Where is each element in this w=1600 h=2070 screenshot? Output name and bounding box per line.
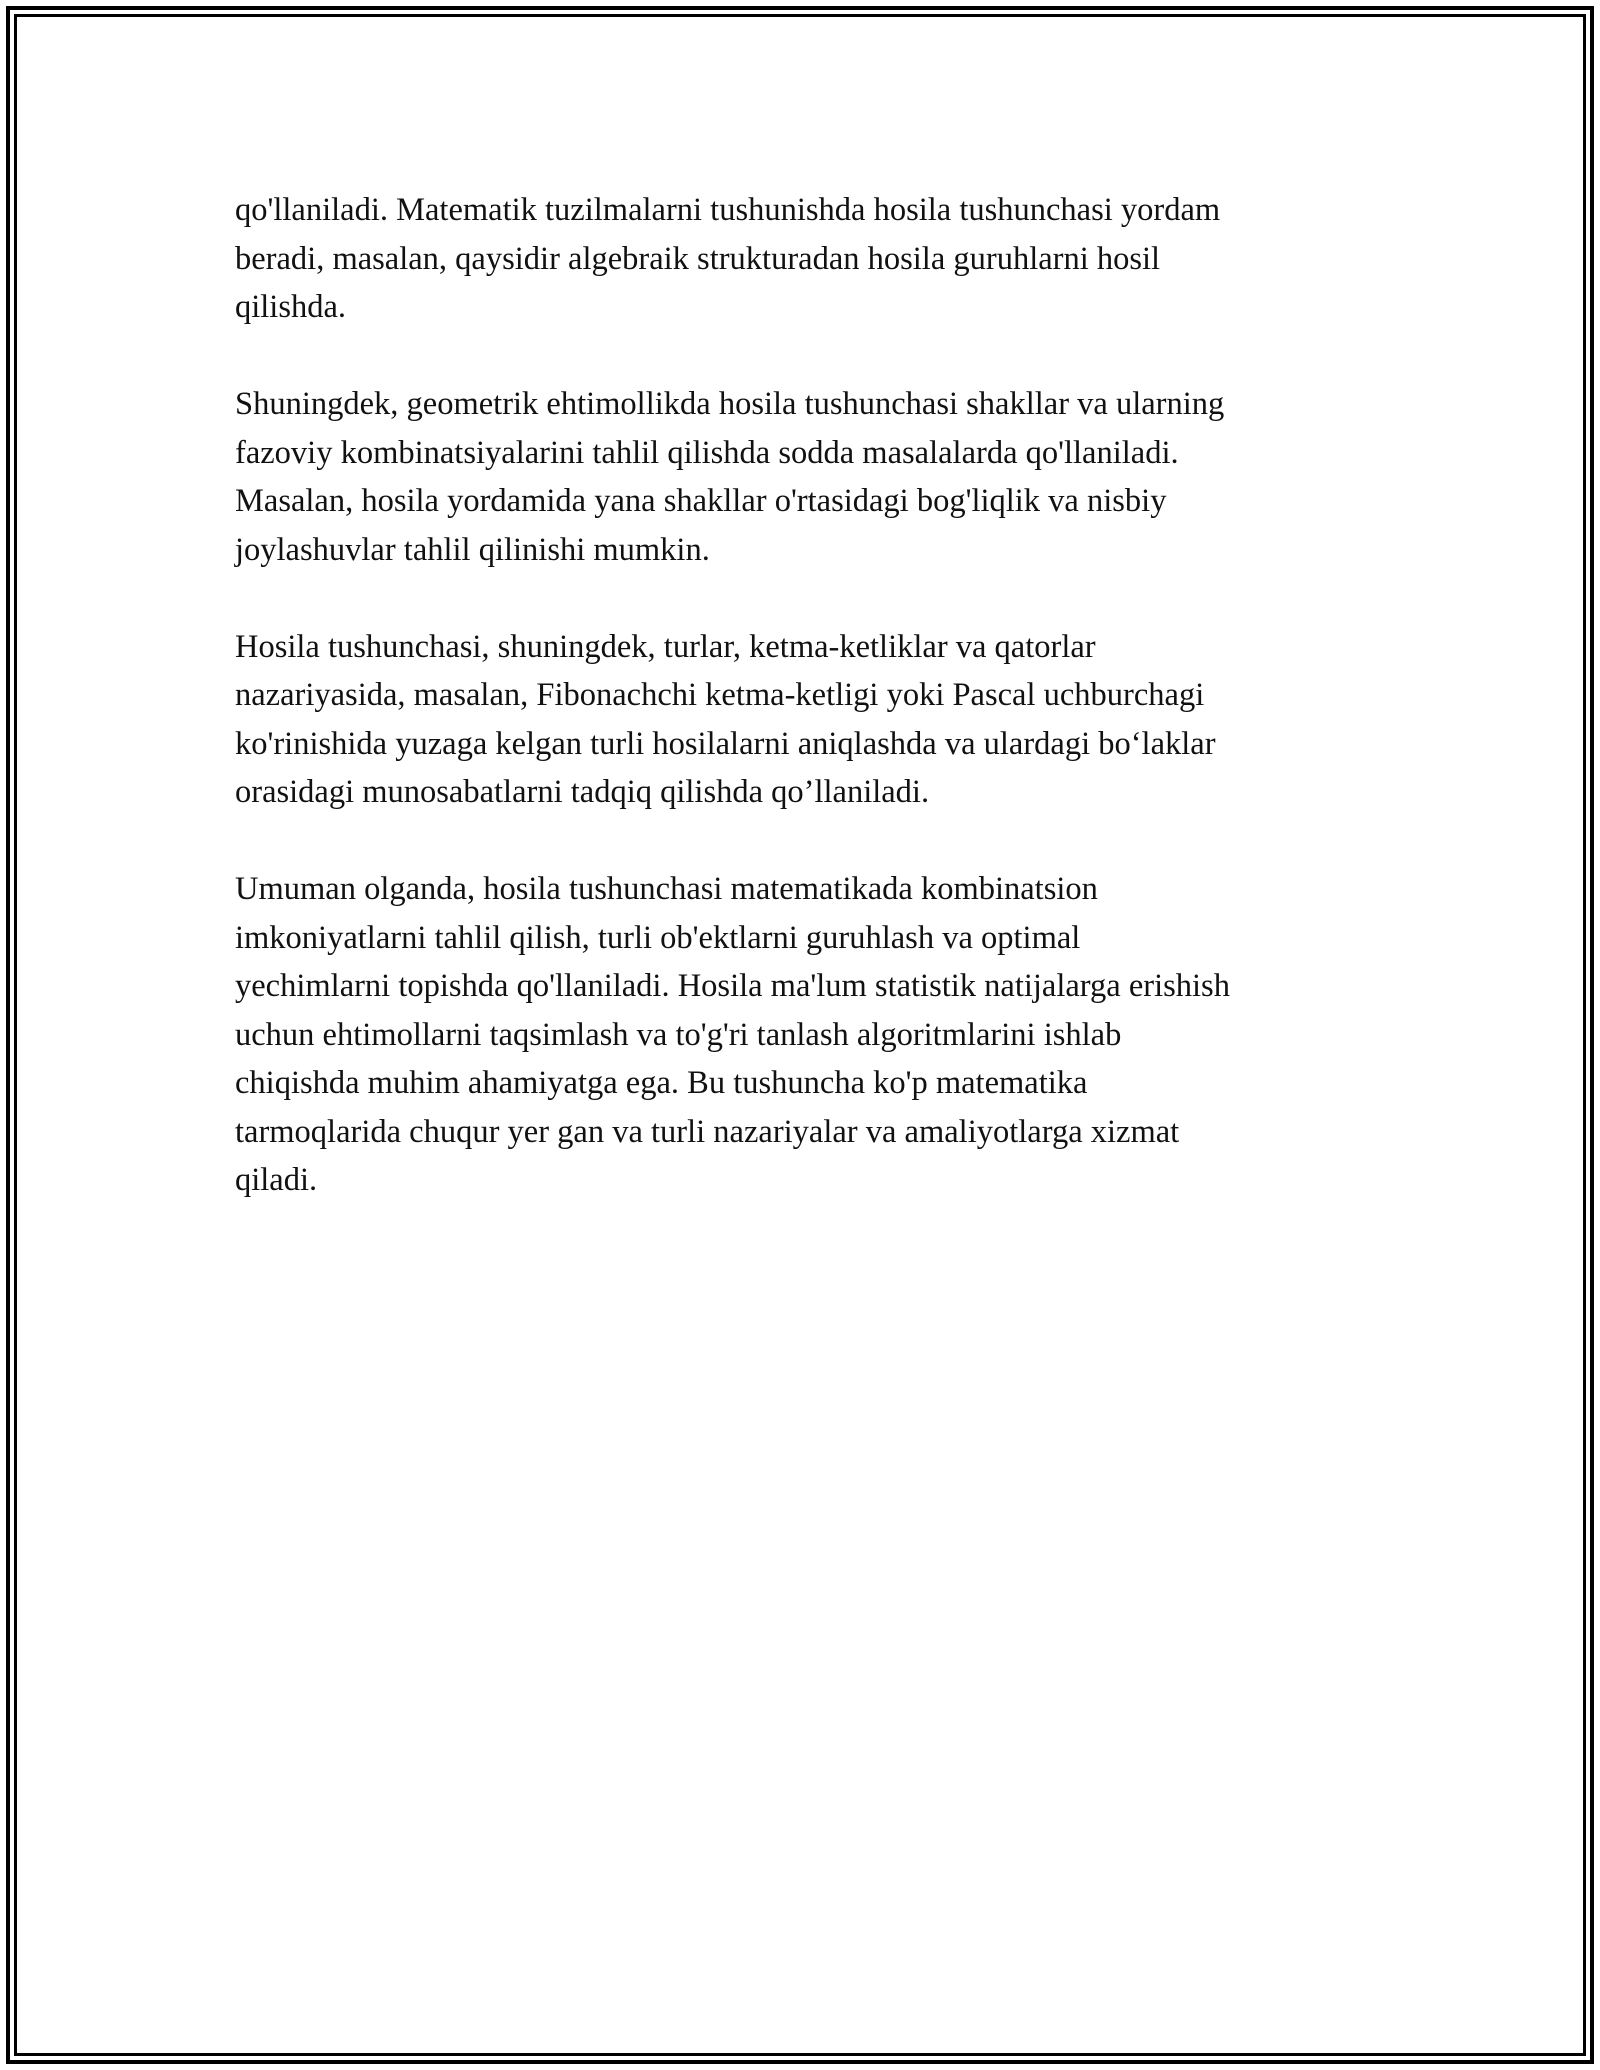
text-line: Masalan, hosila yordamida yana shakllar o'rtasidagi bog'liqlik va nisbiy (235, 483, 1167, 519)
paragraph-1 (235, 186, 1365, 332)
text-line: ko'rinishida yuzaga kelgan turli hosilalarni aniqlashda va ulardagi bo‘laklar (235, 725, 1216, 762)
text-line: beradi, masalan, qaysidir algebraik strukturadan hosila guruhlarni hosil (235, 240, 1161, 277)
text-line: yechimlarni topishda qo'llaniladi. Hosila ma'lum statistik natijalarga erishish (235, 968, 1230, 1004)
text-line: qilishda. (235, 289, 347, 325)
text-line: qiladi. (235, 1162, 318, 1198)
text-line: orasidagi munosabatlarni tadqiq qilishda qo’llaniladi. (235, 774, 930, 810)
text-line: nazariyasida, masalan, Fibonachchi ketma-ketligi yoki Pascal uchburchagi (235, 677, 1205, 713)
paragraph-3 (235, 623, 1365, 817)
paragraph-2 (235, 380, 1365, 574)
paragraph-4 (235, 865, 1365, 1205)
text-line: chiqishda muhim ahamiyatga ega. Bu tushuncha ko'p matematika (235, 1065, 1088, 1101)
text-line: imkoniyatlarni tahlil qilish, turli ob'ektlarni guruhlash va optimal (235, 919, 1081, 956)
document-body (235, 186, 1365, 1253)
text-line: Hosila tushunchasi, shuningdek, turlar, ketma-ketliklar va qatorlar (235, 628, 1096, 665)
text-line: uchun ehtimollarni taqsimlash va to'g'ri tanlash algoritmlarini ishlab (235, 1016, 1122, 1053)
text-line: Shuningdek, geometrik ehtimollikda hosila tushunchasi shakllar va ularning (235, 386, 1225, 422)
text-line: fazoviy kombinatsiyalarini tahlil qilishda sodda masalalarda qo'llaniladi. (235, 434, 1179, 471)
text-line: Umuman olganda, hosila tushunchasi matematikada kombinatsion (235, 871, 1098, 907)
text-line: joylashuvlar tahlil qilinishi mumkin. (235, 531, 710, 568)
text-line: tarmoqlarida chuqur yer gan va turli nazariyalar va amaliyotlarga xizmat (235, 1113, 1180, 1150)
text-line: qo'llaniladi. Matematik tuzilmalarni tushunishda hosila tushunchasi yordam (235, 192, 1221, 228)
